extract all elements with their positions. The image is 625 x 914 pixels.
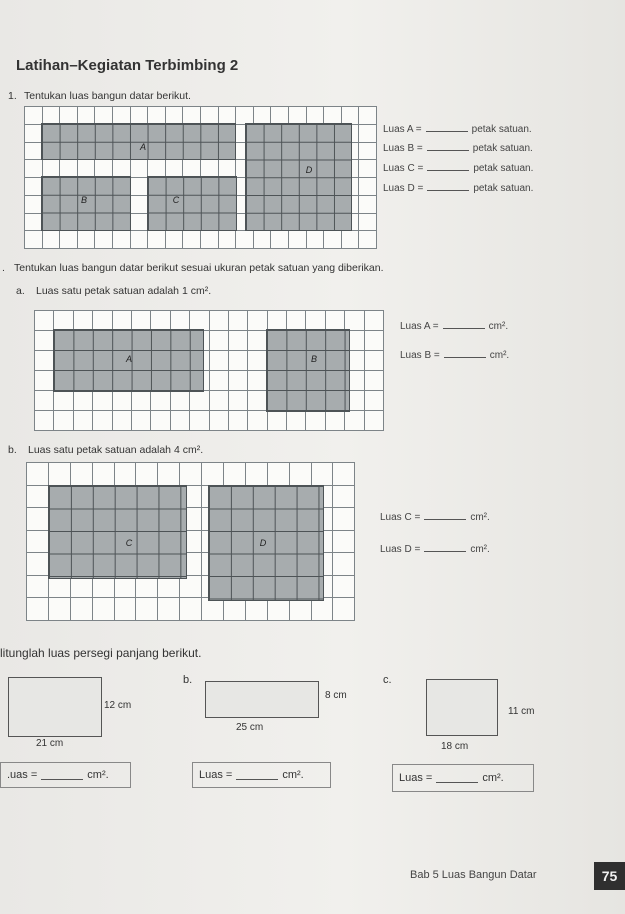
q2a-shape-b [266,329,350,412]
grid-cell [74,311,93,331]
grid-cell [202,598,224,621]
grid-cell [35,411,54,431]
grid-cell [190,411,209,431]
grid-cell [229,331,248,351]
grid-cell [359,143,377,161]
grid-cell [35,311,54,331]
grid-cell [151,411,170,431]
grid-cell [307,231,325,249]
answer-blank[interactable] [424,542,466,552]
grid-cell [312,598,334,621]
footer-chapter: Bab 5 Luas Bangun Datar [410,869,537,881]
q1-label-d: D [305,165,313,175]
grid-cell [35,371,54,391]
grid-cell [131,160,149,178]
grid-cell [54,411,73,431]
grid-cell [306,311,325,331]
grid-cell [27,598,49,621]
grid-cell [312,463,334,486]
grid-cell [210,351,229,371]
grid-cell [229,371,248,391]
grid-cell [345,311,364,331]
grid-cell [27,463,49,486]
q2b-shape-c [48,485,187,579]
grid-cell [136,598,158,621]
grid-cell [333,508,355,531]
q2a-label-a: A [125,354,133,364]
grid-cell [151,391,170,411]
grid-cell [333,553,355,576]
grid-cell [27,576,49,599]
q1-label-a: A [139,142,147,152]
answer-blank[interactable] [424,510,466,520]
grid-cell [248,411,267,431]
grid-cell [158,598,180,621]
answer-blank[interactable] [427,141,469,151]
grid-cell [246,598,268,621]
grid-cell [131,231,149,249]
grid-cell [115,598,137,621]
grid-cell [183,231,201,249]
q1-shape-a [41,123,236,160]
grid-cell [25,160,43,178]
grid-cell [333,463,355,486]
grid-cell [202,463,224,486]
grid-cell [60,231,78,249]
grid-cell [113,231,131,249]
q3-b-height: 8 cm [325,690,347,701]
grid-cell [54,391,73,411]
q3-rect-a [8,677,102,737]
grid-cell [93,411,112,431]
grid-cell [171,411,190,431]
grid-cell [131,178,149,196]
grid-cell [365,331,384,351]
q3-answer-box-c: Luas = cm². [392,764,534,792]
grid-cell [359,178,377,196]
grid-cell [74,411,93,431]
q2a-answer-a: Luas A = cm². [400,321,509,332]
grid-cell [25,231,43,249]
q3-answer-box-a: .uas = cm². [0,762,131,788]
grid-cell [229,311,248,331]
grid-cell [35,331,54,351]
grid-cell [345,411,364,431]
grid-cell [74,391,93,411]
q2-number: . [2,262,5,274]
q2a-label-b: B [310,354,318,364]
grid-cell [333,598,355,621]
grid-cell [248,331,267,351]
q1-shape-c [147,176,237,231]
grid-cell [93,391,112,411]
grid-cell [365,351,384,371]
answer-blank[interactable] [41,770,83,780]
grid-cell [43,231,61,249]
grid-cell [333,576,355,599]
answer-blank[interactable] [427,161,469,171]
grid-cell [35,351,54,371]
grid-cell [268,311,287,331]
q1-answer-d: Luas D = petak satuan. [383,183,534,194]
grid-cell [210,331,229,351]
q1-shape-d [245,123,352,231]
q1-label-c: C [172,195,180,205]
page-number: 75 [594,862,625,890]
grid-cell [229,411,248,431]
grid-cell [359,107,377,125]
q1-number: 1. [8,90,17,102]
q3-c-height: 11 cm [508,706,535,717]
grid-cell [333,531,355,554]
grid-cell [219,231,237,249]
grid-cell [365,371,384,391]
grid-cell [95,231,113,249]
grid-cell [35,391,54,411]
grid-cell [71,463,93,486]
q3-instruction: litunglah luas persegi panjang berikut. [0,646,202,660]
grid-cell [254,231,272,249]
q3-a-height: 12 cm [104,700,132,711]
q1-answer-b: Luas B = petak satuan. [383,143,533,154]
grid-cell [27,486,49,509]
q2b-label-c: C [125,538,133,548]
grid-cell [71,598,93,621]
grid-cell [190,391,209,411]
q3-rect-b [205,681,319,718]
grid-cell [365,411,384,431]
grid-cell [271,231,289,249]
q2b-label-d: D [259,538,267,548]
grid-cell [25,214,43,232]
grid-cell [115,463,137,486]
grid-cell [171,311,190,331]
grid-cell [93,463,115,486]
grid-cell [359,160,377,178]
q2b-label: b. [8,444,17,456]
grid-cell [210,391,229,411]
grid-cell [25,107,43,125]
q3-a-width: 21 cm [36,738,64,749]
grid-cell [326,311,345,331]
grid-cell [359,196,377,214]
grid-cell [190,311,209,331]
grid-cell [289,231,307,249]
grid-cell [54,311,73,331]
grid-cell [201,231,219,249]
grid-cell [158,463,180,486]
grid-cell [359,231,377,249]
q2a-text: Luas satu petak satuan adalah 1 cm². [36,285,212,297]
grid-cell [27,508,49,531]
grid-cell [359,214,377,232]
grid-cell [287,411,306,431]
grid-cell [113,411,132,431]
q1-answer-a: Luas A = petak satuan. [383,124,532,135]
q2b-text: Luas satu petak satuan adalah 4 cm². [28,444,204,456]
grid-cell [248,351,267,371]
grid-cell [210,311,229,331]
answer-blank[interactable] [443,319,485,329]
q3-c-label: c. [383,674,392,686]
grid-cell [365,311,384,331]
grid-cell [268,463,290,486]
grid-cell [365,391,384,411]
grid-cell [359,125,377,143]
grid-cell [113,311,132,331]
answer-blank[interactable] [427,181,469,191]
grid-cell [229,351,248,371]
grid-cell [132,411,151,431]
grid-cell [136,463,158,486]
grid-cell [93,598,115,621]
grid-cell [333,486,355,509]
q2a-answer-b: Luas B = cm². [400,350,510,361]
grid-cell [248,311,267,331]
grid-cell [171,391,190,411]
grid-cell [25,178,43,196]
grid-cell [151,311,170,331]
grid-cell [236,231,254,249]
grid-cell [131,214,149,232]
grid-cell [113,391,132,411]
grid-cell [287,311,306,331]
grid-cell [210,371,229,391]
grid-cell [224,463,246,486]
grid-cell [268,598,290,621]
grid-cell [246,463,268,486]
grid-cell [326,411,345,431]
grid-cell [229,391,248,411]
grid-cell [25,143,43,161]
grid-cell [180,598,202,621]
grid-cell [25,125,43,143]
grid-cell [132,311,151,331]
grid-cell [248,371,267,391]
grid-cell [49,598,71,621]
q1-instruction: Tentukan luas bangun datar berikut. [24,90,191,102]
q3-b-width: 25 cm [236,722,264,733]
q3-answer-box-b: Luas = cm². [192,762,331,788]
grid-cell [180,463,202,486]
q3-rect-c [426,679,498,736]
grid-cell [224,598,246,621]
q2a-label: a. [16,285,25,297]
grid-cell [306,411,325,431]
grid-cell [248,391,267,411]
grid-cell [25,196,43,214]
grid-cell [324,231,342,249]
grid-cell [27,553,49,576]
grid-cell [290,463,312,486]
grid-cell [27,531,49,554]
grid-cell [210,411,229,431]
q3-c-width: 18 cm [441,741,469,752]
answer-blank[interactable] [236,770,278,780]
q2b-answer-c: Luas C = cm². [380,512,490,523]
grid-cell [342,231,360,249]
q1-label-b: B [80,195,88,205]
grid-cell [49,463,71,486]
grid-cell [132,391,151,411]
section-title: Latihan–Kegiatan Terbimbing 2 [16,57,239,74]
answer-blank[interactable] [436,773,478,783]
grid-cell [131,196,149,214]
grid-cell [268,411,287,431]
answer-blank[interactable] [426,122,468,132]
q3-b-label: b. [183,674,193,686]
q2b-answer-d: Luas D = cm². [380,544,490,555]
grid-cell [78,231,96,249]
grid-cell [166,231,184,249]
q1-answer-c: Luas C = petak satuan. [383,163,534,174]
q2-instruction: Tentukan luas bangun datar berikut sesuai ukuran petak satuan yang diberikan. [14,262,384,274]
answer-blank[interactable] [444,348,486,358]
grid-cell [290,598,312,621]
grid-cell [148,231,166,249]
grid-cell [93,311,112,331]
